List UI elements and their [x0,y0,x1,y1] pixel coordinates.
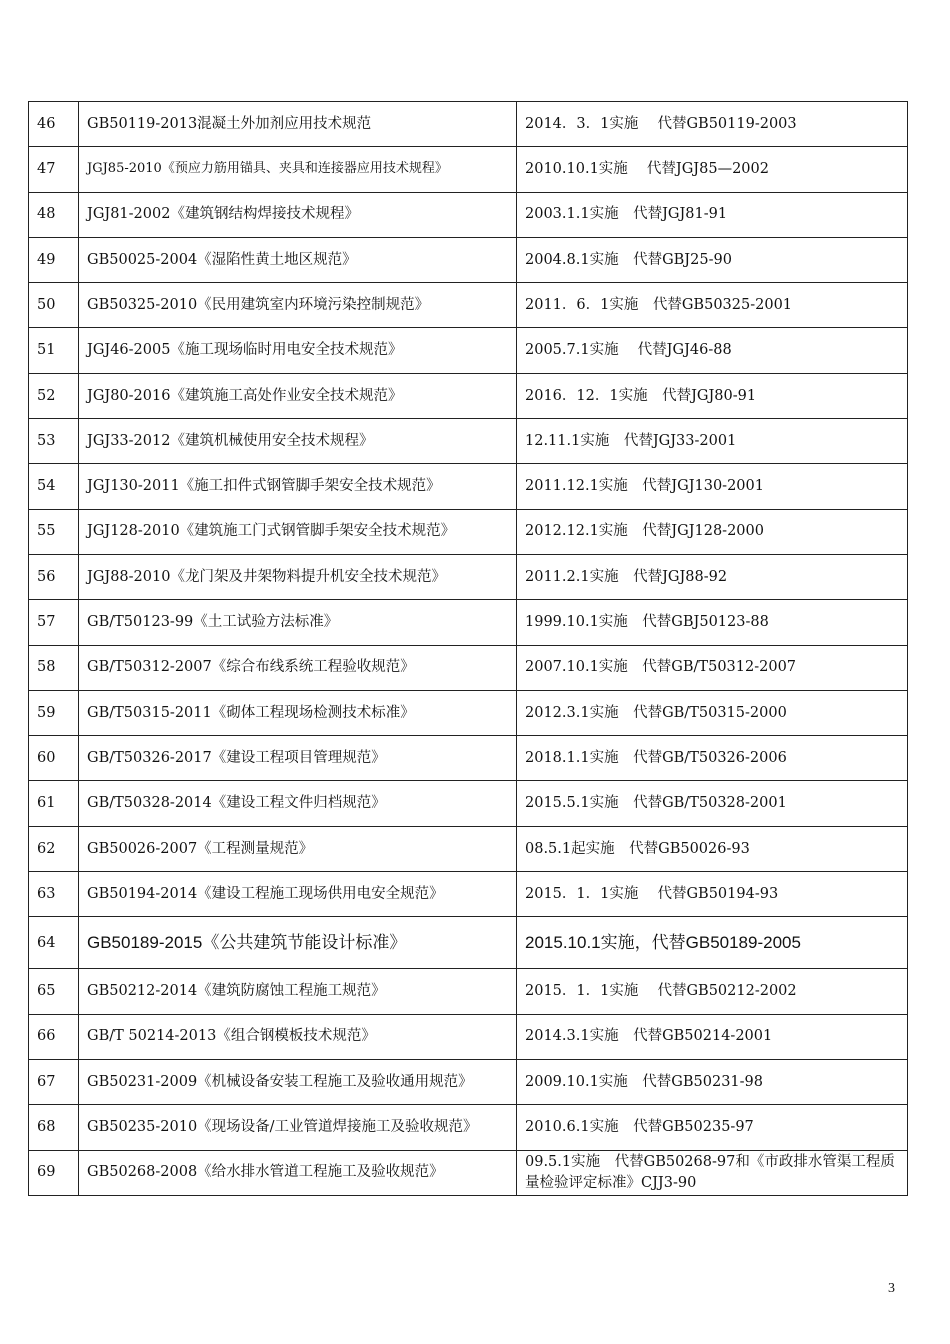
implementation-date: 2015．1．1实施 代替GB50212-2002 [517,969,908,1014]
standard-name: GB50194-2014《建设工程施工现场供用电安全规范》 [79,872,517,917]
standard-name: GB50119-2013混凝土外加剂应用技术规范 [79,102,517,147]
implementation-date: 1999.10.1实施 代替GBJ50123-88 [517,600,908,645]
standard-name: GB50268-2008《给水排水管道工程施工及验收规范》 [79,1150,517,1196]
standard-name: GB/T50326-2017《建设工程项目管理规范》 [79,736,517,781]
table-row [29,554,908,599]
table-row [29,237,908,282]
table-row [29,781,908,826]
standard-name: JGJ80-2016《建筑施工高处作业安全技术规范》 [79,373,517,418]
standard-name: JGJ128-2010《建筑施工门式钢管脚手架安全技术规范》 [79,509,517,554]
implementation-date: 2010.10.1实施 代替JGJ85—2002 [517,147,908,192]
table-row [29,917,908,969]
standards-table-body [29,102,908,1196]
row-number: 53 [29,419,79,464]
row-number: 59 [29,690,79,735]
table-row [29,1150,908,1196]
implementation-date: 2012.3.1实施 代替GB/T50315-2000 [517,690,908,735]
standards-table [28,101,908,1196]
implementation-date: 2014.3.1实施 代替GB50214-2001 [517,1014,908,1059]
standard-name: JGJ81-2002《建筑钢结构焊接技术规程》 [79,192,517,237]
implementation-date: 2005.7.1实施 代替JGJ46-88 [517,328,908,373]
implementation-date: 2018.1.1实施 代替GB/T50326-2006 [517,736,908,781]
standard-name: GB50325-2010《民用建筑室内环境污染控制规范》 [79,283,517,328]
implementation-date: 2004.8.1实施 代替GBJ25-90 [517,237,908,282]
standard-name: GB50025-2004《湿陷性黄土地区规范》 [79,237,517,282]
implementation-date: 2011.2.1实施 代替JGJ88-92 [517,554,908,599]
table-row [29,826,908,871]
table-row [29,147,908,192]
implementation-date: 2011.12.1实施 代替JGJ130-2001 [517,464,908,509]
page-number: 3 [888,1281,895,1296]
row-number: 51 [29,328,79,373]
standard-name: GB50026-2007《工程测量规范》 [79,826,517,871]
implementation-date: 2014．3．1实施 代替GB50119-2003 [517,102,908,147]
row-number: 48 [29,192,79,237]
row-number: 66 [29,1014,79,1059]
row-number: 68 [29,1105,79,1150]
implementation-date: 2015．1．1实施 代替GB50194-93 [517,872,908,917]
table-row [29,1059,908,1104]
implementation-date: 08.5.1起实施 代替GB50026-93 [517,826,908,871]
row-number: 67 [29,1059,79,1104]
standard-name: GB50231-2009《机械设备安装工程施工及验收通用规范》 [79,1059,517,1104]
row-number: 56 [29,554,79,599]
row-number: 62 [29,826,79,871]
implementation-date: 2009.10.1实施 代替GB50231-98 [517,1059,908,1104]
standard-name: GB/T50123-99《土工试验方法标准》 [79,600,517,645]
table-row [29,969,908,1014]
row-number: 49 [29,237,79,282]
row-number: 52 [29,373,79,418]
standard-name: JGJ88-2010《龙门架及井架物料提升机安全技术规范》 [79,554,517,599]
row-number: 55 [29,509,79,554]
table-row [29,600,908,645]
standard-name: JGJ33-2012《建筑机械使用安全技术规程》 [79,419,517,464]
standard-name: GB50235-2010《现场设备/工业管道焊接施工及验收规范》 [79,1105,517,1150]
row-number: 65 [29,969,79,1014]
implementation-date: 2016．12．1实施 代替JGJ80-91 [517,373,908,418]
table-row [29,328,908,373]
implementation-date: 12.11.1实施 代替JGJ33-2001 [517,419,908,464]
table-row [29,102,908,147]
row-number: 46 [29,102,79,147]
implementation-date: 2003.1.1实施 代替JGJ81-91 [517,192,908,237]
standard-name: GB/T50312-2007《综合布线系统工程验收规范》 [79,645,517,690]
table-row [29,1105,908,1150]
row-number: 50 [29,283,79,328]
table-row [29,192,908,237]
standard-name: JGJ130-2011《施工扣件式钢管脚手架安全技术规范》 [79,464,517,509]
row-number: 60 [29,736,79,781]
table-row [29,645,908,690]
row-number: 54 [29,464,79,509]
row-number: 64 [29,917,79,969]
table-row [29,373,908,418]
table-row [29,419,908,464]
table-row [29,1014,908,1059]
table-row [29,736,908,781]
implementation-date: 2015.10.1实施，代替GB50189-2005 [517,917,908,969]
implementation-date: 2012.12.1实施 代替JGJ128-2000 [517,509,908,554]
implementation-date: 09.5.1实施 代替GB50268-97和《市政排水管渠工程质量检验评定标准》CJJ3-90 [517,1150,908,1196]
implementation-date: 2011．6．1实施 代替GB50325-2001 [517,283,908,328]
implementation-date: 2015.5.1实施 代替GB/T50328-2001 [517,781,908,826]
standard-name: GB/T50328-2014《建设工程文件归档规范》 [79,781,517,826]
standard-name: GB50212-2014《建筑防腐蚀工程施工规范》 [79,969,517,1014]
standard-name: JGJ46-2005《施工现场临时用电安全技术规范》 [79,328,517,373]
table-row [29,283,908,328]
implementation-date: 2010.6.1实施 代替GB50235-97 [517,1105,908,1150]
table-row [29,872,908,917]
standard-name: GB50189-2015《公共建筑节能设计标准》 [79,917,517,969]
row-number: 47 [29,147,79,192]
table-row [29,464,908,509]
standard-name: GB/T50315-2011《砌体工程现场检测技术标准》 [79,690,517,735]
row-number: 63 [29,872,79,917]
row-number: 58 [29,645,79,690]
row-number: 57 [29,600,79,645]
row-number: 69 [29,1150,79,1196]
implementation-date: 2007.10.1实施 代替GB/T50312-2007 [517,645,908,690]
table-row [29,690,908,735]
standard-name: GB/T 50214-2013《组合钢模板技术规范》 [79,1014,517,1059]
standard-name: JGJ85-2010《预应力筋用锚具、夹具和连接器应用技术规程》 [79,147,517,192]
table-row [29,509,908,554]
row-number: 61 [29,781,79,826]
